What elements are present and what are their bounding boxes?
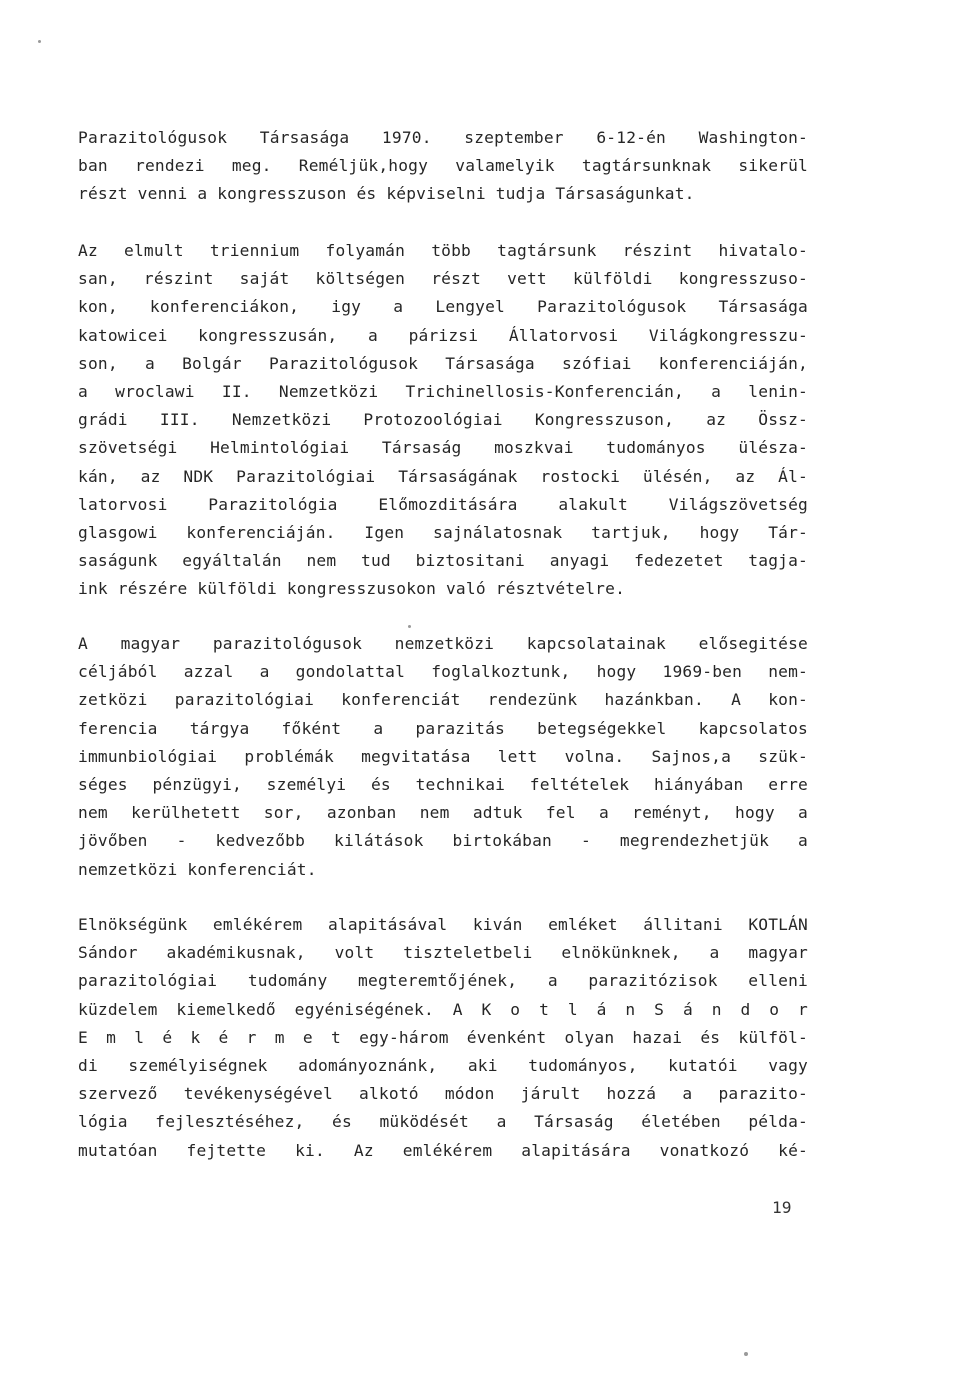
text-line: katowicei kongresszusán, a párizsi Állatorvosi Világkongresszu- [78, 325, 808, 345]
text-line: céljából azzal a gondolattal foglalkoztunk, hogy 1969-ben nem- [78, 662, 808, 682]
text-line: ban rendezi meg. Reméljük,hogy valamelyik tagtársunknak sikerül [78, 156, 808, 176]
text-line: immunbiológiai problémák megvitatása lett volna. Sajnos,a szük- [78, 746, 808, 766]
text-line: saságunk egyáltalán nem tud biztositani anyagi fedezetet tagja- [78, 551, 808, 571]
text-line: nemzetközi konferenciát. [78, 859, 317, 879]
text-line: lógia fejlesztéséhez, és müködését a Társaság életében példa- [78, 1112, 808, 1132]
text-line: séges pénzügyi, személyi és technikai feltételek hiányában erre [78, 774, 808, 794]
text-line: san, részint saját költségen részt vett külföldi kongresszuso- [78, 269, 808, 289]
text-line: ink részére külföldi kongresszusokon való résztvételre. [78, 579, 626, 599]
text-line: nem kerülhetett sor, azonban nem adtuk fel a reményt, hogy a [78, 803, 808, 823]
text-line: Az elmult triennium folyamán több tagtársunk részint hivatalo- [78, 241, 808, 260]
text-line: son, a Bolgár Parazitológusok Társasága szófiai konferenciáján, [78, 353, 808, 373]
text-line: Parazitológusok Társasága 1970. szeptember 6-12-én Washington- [78, 128, 808, 147]
text-line: zetközi parazitológiai konferenciát rendezünk hazánkban. A kon- [78, 690, 808, 710]
text-line: ferencia tárgya főként a parazitás betegségekkel kapcsolatos [78, 718, 808, 738]
paragraph-triennium-congresses [78, 237, 808, 603]
scan-speck [38, 40, 41, 43]
text-line: jövőben - kedvezőbb kilátások birtokában - megrendezhetjük a [78, 831, 808, 851]
text-line: Elnökségünk emlékérem alapitásával kiván emléket állitani KOTLÁN [78, 915, 808, 934]
text-line: mutatóan fejtette ki. Az emlékérem alapitására vonatkozó ké- [78, 1140, 808, 1160]
text-line: A magyar parazitológusok nemzetközi kapcsolatainak elősegitése [78, 634, 808, 653]
scan-speck [408, 625, 411, 628]
text-line: parazitológiai tudomány megteremtőjének, a parazitózisok elleni [78, 971, 808, 991]
text-line: részt venni a kongresszuson és képviselni tudja Társaságunkat. [78, 184, 695, 204]
text-line: kán, az NDK Parazitológiai Társaságának rostocki ülésén, az Ál- [78, 466, 808, 486]
text-line: Sándor akadémikusnak, volt tiszteletbeli elnökünknek, a magyar [78, 943, 808, 963]
text-line: szövetségi Helmintológiai Társaság moszkvai tudományos ülésza- [78, 438, 808, 458]
text-line: glasgowi konferenciáján. Igen sajnálatosnak tartjuk, hogy Tár- [78, 522, 808, 542]
text-line: latorvosi Parazitológia Előmozditására alakult Világszövetség [78, 494, 808, 514]
text-line: szervező tevékenységével alkotó módon járult hozzá a parazito- [78, 1084, 808, 1104]
text-line: grádi III. Nemzetközi Protozoológiai Kongresszuson, az Össz- [78, 410, 808, 430]
scan-speck [744, 1352, 748, 1356]
text-line: E m l é k é r m e t egy-három évenként olyan hazai és külföl- [78, 1027, 808, 1047]
text-line: küzdelem kiemelkedő egyéniségének. A K o t l á n S á n d o r [78, 999, 808, 1019]
paragraph-international-conference [78, 630, 808, 884]
text-line: kon, konferenciákon, igy a Lengyel Parazitológusok Társasága [78, 297, 808, 317]
paragraph-kotlan-medal [78, 911, 808, 1165]
page-number: 19 [772, 1198, 792, 1217]
text-line: di személyiségnek adományoznánk, aki tudományos, kutatói vagy [78, 1055, 808, 1075]
paragraph-congress-washington [78, 124, 808, 209]
text-line: a wroclawi II. Nemzetközi Trichinellosis-Konferencián, a lenin- [78, 381, 808, 401]
